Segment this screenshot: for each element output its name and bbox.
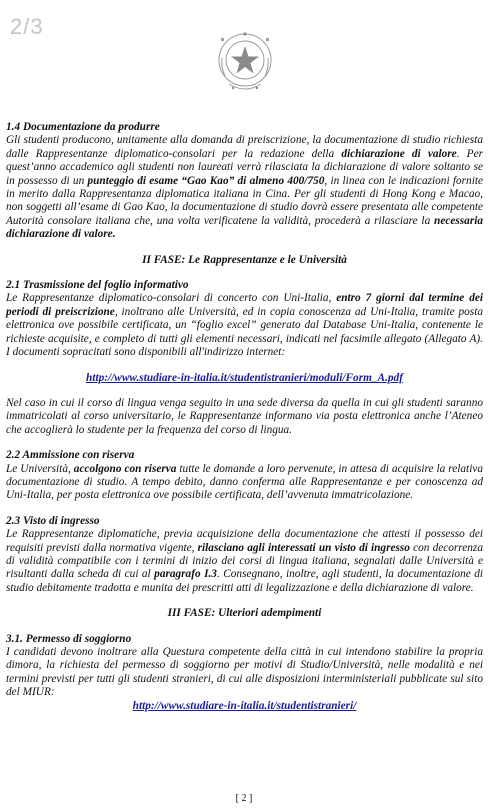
paragraph: Nel caso in cui il corso di lingua venga seguito in una sede diversa da quella in cui gli studenti saranno immatricolati al corso universitario, le Rappresentanze informano via posta elettronica anche l’Ateneo che accoglierà lo studente per la frequenza del corso di lingua. [6, 396, 483, 436]
paragraph: Le Rappresentanze diplomatiche, previa acquisizione della documentazione che attesti il possesso dei requisiti previsti dalla normativa vigente, rilasciano agli interessati un visto di ingresso con decorrenza di validità compatibile con i termini di inizio dei corsi di lingua italiana, segnalati dalle Università e risultanti dalla scheda di cui al paragrafo I.3. Consegnano, inoltre, agli studenti, la documentazione di studio debitamente tradotta e munita dei prescritti atti di legalizzazione e della dichiarazione di valore. [6, 528, 483, 594]
paragraph: Le Rappresentanze diplomatico-consolari di concerto con Uni-Italia, entro 7 giorni dal termine dei periodi di preiscrizione, inoltrano alle Università, ed in copia conoscenza ad Uni-Italia, tramite posta elettronica ove possibile certificata, un “foglio excel” generato dal Database Uni-Italia, contenente le richieste acquisite, e completo di tutti gli elementi necessari, indicati nel facsimile allegato (Allegato A). I documenti sopracitati sono disponibili all'indirizzo internet: [6, 292, 483, 359]
italian-republic-emblem-icon [215, 28, 275, 100]
section-title: 2.3 Visto di ingresso [6, 514, 100, 527]
section-title: 3.1. Permesso di soggiorno [6, 632, 132, 645]
paragraph: I candidati devono inoltrare alla Questura competente della città in cui intendono stabilire la propria dimora, la richiesta del permesso di soggiorno per motivi di Studio/Università, nelle modalità e nei termini previsti per tutti gli studenti stranieri, di cui alle disposizioni interministeriali pubblicate sul sito del MIUR: [6, 646, 483, 699]
section-title: 1.4 Documentazione da produrre [6, 121, 160, 133]
form-a-link[interactable]: http://www.studiare-in-italia.it/studentistranieri/moduli/Form_A.pdf [86, 371, 403, 384]
studenti-stranieri-link[interactable]: http://www.studiare-in-italia.it/studentistranieri/ [132, 699, 357, 712]
paragraph: Le Università, accolgono con riserva tutte le domande a loro pervenute, in attesa di acquisire la relativa documentazione di studio. A tempo debito, danno conferma alle Rappresentanze e per conoscenza ad Uni-Italia, per posta elettronica ove possibile certificata, dell’avvenuta immatricolazione. [6, 462, 484, 502]
page-counter: 2/3 [10, 14, 44, 39]
phase-heading: III FASE: Ulteriori adempimenti [167, 607, 322, 620]
phase-heading: II FASE: Le Rappresentanze e le Università [142, 253, 347, 266]
paragraph: Gli studenti producono, unitamente alla domanda di preiscrizione, la documentazione di studio richiesta dalle Rappresentanze diplomatico-consolari per la redazione della dichiarazione di valore. Per quest’anno accademico agli studenti non laureati verrà rilasciata la dichiarazione di valore soltanto se in possesso di un punteggio di esame “Gao Kao” di almeno 400/750, in linea con le indicazioni fornite in merito dalla Rappresentanza diplomatica italiana in Cina. Per gli studenti di Hong Kong e Macao, non soggetti all’esame di Gao Kao, la documentazione di studio dovrà essere presentata alle competente Autorità consolare italiana che, una volta verificatene la validità, procederà a rilasciare la necessaria dichiarazione di valore. [6, 134, 483, 241]
page-number: [ 2 ] [235, 793, 253, 804]
section-title: 2.1 Trasmissione del foglio informativo [6, 279, 189, 292]
document-body [6, 121, 483, 713]
section-title: 2.2 Ammissione con riserva [6, 449, 135, 462]
